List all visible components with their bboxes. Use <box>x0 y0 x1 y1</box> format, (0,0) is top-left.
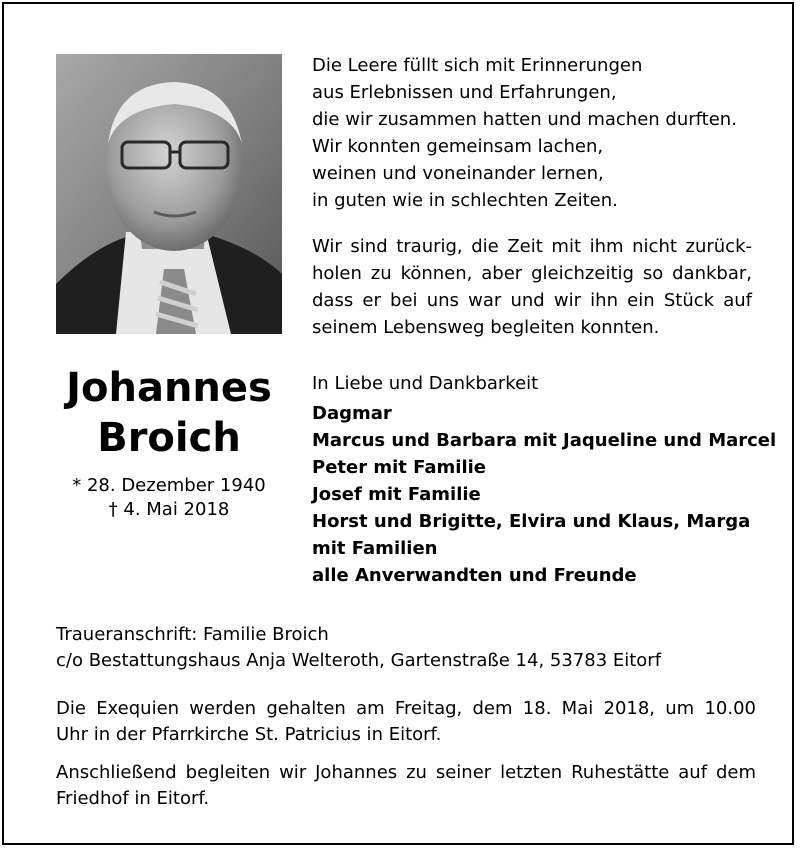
mourning-address <box>56 622 756 674</box>
deceased-first-name: Johannes <box>66 365 272 411</box>
poem-line: in guten wie in schlechten Zeiten. <box>312 190 618 211</box>
poem-line: Wir sind traurig, die Zeit mit ihm nicht zurück- <box>312 236 752 257</box>
mourners-list <box>312 400 776 589</box>
poem-line: seinem Lebensweg begleiten konnten. <box>312 317 660 338</box>
service-line: Uhr in der Pfarrkirche St. Patricius in Eitorf. <box>56 724 442 745</box>
address-line: Traueranschrift: Familie Broich <box>56 624 329 645</box>
obituary-notice <box>2 2 794 845</box>
mourner-line: Horst und Brigitte, Elvira und Klaus, Marga <box>312 511 751 532</box>
poem <box>312 52 752 341</box>
poem-line: weinen und voneinander lernen, <box>312 163 604 184</box>
mourner-line: Peter mit Familie <box>312 457 487 478</box>
death-date: † 4. Mai 2018 <box>108 499 230 520</box>
burial-line: Anschließend begleiten wir Johannes zu seiner letzten Ruhestätte auf dem <box>56 762 756 783</box>
mourner-line: mit Familien <box>312 538 438 559</box>
mourner-line: alle Anverwandten und Freunde <box>312 565 637 586</box>
birth-date: * 28. Dezember 1940 <box>72 475 266 496</box>
poem-line: die wir zusammen hatten und machen durften. <box>312 109 737 130</box>
burial-info <box>56 760 756 812</box>
poem-line: dass er bei uns war und wir ihn ein Stück auf <box>312 290 752 311</box>
deceased-last-name: Broich <box>97 415 241 461</box>
burial-line: Friedhof in Eitorf. <box>56 788 210 809</box>
poem-line: Wir konnten gemeinsam lachen, <box>312 136 604 157</box>
funeral-service-info <box>56 696 756 748</box>
mourner-line: Josef mit Familie <box>312 484 481 505</box>
mourner-line: Dagmar <box>312 403 392 424</box>
poem-line: aus Erlebnissen und Erfahrungen, <box>312 82 617 103</box>
service-line: Die Exequien werden gehalten am Freitag, dem 18. Mai 2018, um 10.00 <box>56 698 756 719</box>
mourner-line: Marcus und Barbara mit Jaqueline und Marcel <box>312 430 777 451</box>
portrait-image <box>56 54 282 334</box>
poem-line: Die Leere füllt sich mit Erinnerungen <box>312 55 643 76</box>
poem-line: holen zu können, aber gleichzeitig so dankbar, <box>312 263 752 284</box>
address-line: c/o Bestattungshaus Anja Welteroth, Gartenstraße 14, 53783 Eitorf <box>56 650 662 671</box>
portrait-photo <box>56 54 282 334</box>
thanks-line: In Liebe und Dankbarkeit <box>312 373 539 394</box>
